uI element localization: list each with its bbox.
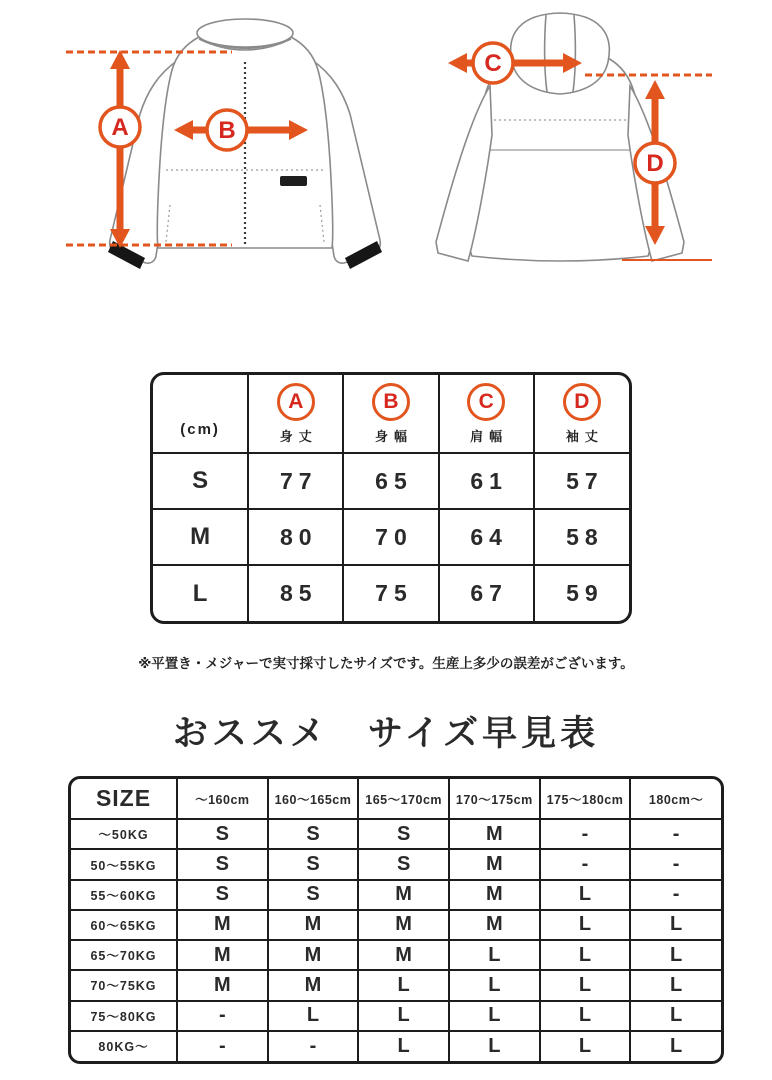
recommended-size: L <box>358 1031 449 1061</box>
weight-label: 50～55KG <box>71 849 177 879</box>
recommended-size: M <box>449 819 540 849</box>
size-label: S <box>153 453 248 509</box>
recommend-table-title: おススメ サイズ早見表 <box>172 714 600 753</box>
weight-label: ～50KG <box>71 819 177 849</box>
recommended-size: M <box>449 849 540 879</box>
recommended-size: L <box>449 1001 540 1031</box>
front-pocket-label <box>280 176 307 186</box>
measurement-value: 59 <box>534 565 629 621</box>
column-header-b <box>343 375 438 453</box>
size-label: L <box>153 565 248 621</box>
weight-label: 70～75KG <box>71 970 177 1000</box>
a-label: A <box>111 114 129 141</box>
weight-row <box>71 849 721 879</box>
d-circle-badge: D <box>563 383 601 421</box>
measurement-table-container <box>150 372 632 624</box>
recommended-size: S <box>268 880 359 910</box>
recommended-size: L <box>540 1001 631 1031</box>
table-row-size-l <box>153 565 629 621</box>
measurement-disclaimer-note: ※平置き・メジャーで実寸採寸したサイズです。生産上多少の誤差がございます。 <box>138 656 634 671</box>
weight-row <box>71 970 721 1000</box>
recommended-size: L <box>358 970 449 1000</box>
recommendation-table-header-row <box>71 779 721 819</box>
measurement-table-header-row <box>153 375 629 453</box>
recommended-size: M <box>449 880 540 910</box>
d-arrowhead-up <box>645 80 665 99</box>
recommendation-table-container <box>68 776 724 1064</box>
recommended-size: L <box>358 1001 449 1031</box>
height-column-header: 165～170cm <box>358 779 449 819</box>
weight-label: 60～65KG <box>71 910 177 940</box>
recommended-size: L <box>449 970 540 1000</box>
recommended-size: M <box>177 970 268 1000</box>
recommended-size: M <box>268 940 359 970</box>
measurement-value: 85 <box>248 565 343 621</box>
recommendation-table <box>71 779 721 1061</box>
column-header-a-name: 身丈 <box>279 428 318 444</box>
measurement-value: 65 <box>343 453 438 509</box>
table-row-size-m <box>153 509 629 565</box>
recommended-size: M <box>358 880 449 910</box>
jacket-front-illustration <box>108 19 382 269</box>
recommended-size: L <box>630 970 721 1000</box>
recommended-size: M <box>358 940 449 970</box>
recommended-size: L <box>540 880 631 910</box>
recommended-size: L <box>540 970 631 1000</box>
weight-label: 65～70KG <box>71 940 177 970</box>
measurement-table <box>153 375 629 621</box>
column-header-d <box>534 375 629 453</box>
measurement-value: 80 <box>248 509 343 565</box>
front-hood-opening <box>197 19 293 47</box>
height-column-header: 160～165cm <box>268 779 359 819</box>
recommended-size: L <box>630 1001 721 1031</box>
recommended-size: M <box>268 970 359 1000</box>
recommended-size: L <box>540 940 631 970</box>
b-circle-badge: B <box>372 383 410 421</box>
recommended-size: L <box>630 1031 721 1061</box>
recommended-size: M <box>358 910 449 940</box>
weight-label: 75～80KG <box>71 1001 177 1031</box>
weight-row <box>71 880 721 910</box>
recommended-size: L <box>540 1031 631 1061</box>
recommended-size: S <box>177 880 268 910</box>
height-column-header: ～160cm <box>177 779 268 819</box>
measurement-value: 75 <box>343 565 438 621</box>
column-header-c <box>439 375 534 453</box>
b-label: B <box>218 117 236 144</box>
recommended-size: M <box>268 910 359 940</box>
recommended-size: - <box>630 819 721 849</box>
c-label: C <box>484 50 502 77</box>
column-header-a <box>248 375 343 453</box>
c-arrowhead-left <box>448 53 467 73</box>
height-column-header: 170～175cm <box>449 779 540 819</box>
recommended-size: L <box>449 940 540 970</box>
column-header-c-name: 肩幅 <box>470 428 509 444</box>
column-header-b-name: 身幅 <box>374 428 413 444</box>
recommended-size: S <box>358 849 449 879</box>
recommended-size: - <box>540 849 631 879</box>
weight-row <box>71 910 721 940</box>
recommended-size: S <box>268 849 359 879</box>
recommended-size: L <box>540 910 631 940</box>
recommended-size: M <box>449 910 540 940</box>
weight-row <box>71 940 721 970</box>
weight-label: 55～60KG <box>71 880 177 910</box>
recommended-size: L <box>630 940 721 970</box>
measurement-value: 57 <box>534 453 629 509</box>
measurement-value: 64 <box>439 509 534 565</box>
measurement-value: 70 <box>343 509 438 565</box>
recommended-size: L <box>449 1031 540 1061</box>
recommended-size: L <box>268 1001 359 1031</box>
weight-row <box>71 819 721 849</box>
recommended-size: M <box>177 940 268 970</box>
garment-measurement-diagram <box>0 0 772 350</box>
table-row-size-s <box>153 453 629 509</box>
size-corner-label: SIZE <box>71 779 177 819</box>
weight-row <box>71 1001 721 1031</box>
weight-row <box>71 1031 721 1061</box>
recommended-size: L <box>630 910 721 940</box>
measurement-value: 58 <box>534 509 629 565</box>
measurement-value: 67 <box>439 565 534 621</box>
weight-label: 80KG～ <box>71 1031 177 1061</box>
recommended-size: M <box>177 910 268 940</box>
recommended-size: - <box>268 1031 359 1061</box>
recommended-size: - <box>630 849 721 879</box>
size-label: M <box>153 509 248 565</box>
recommended-size: - <box>630 880 721 910</box>
a-circle-badge: A <box>277 383 315 421</box>
jacket-back-illustration <box>436 13 684 261</box>
measurement-value: 61 <box>439 453 534 509</box>
recommended-size: S <box>177 819 268 849</box>
d-label: D <box>646 150 664 177</box>
recommended-size: S <box>358 819 449 849</box>
unit-label: (cm) <box>153 375 248 453</box>
back-hood <box>511 13 610 94</box>
recommended-size: - <box>177 1031 268 1061</box>
measurement-value: 77 <box>248 453 343 509</box>
recommended-size: S <box>177 849 268 879</box>
height-column-header: 180cm～ <box>630 779 721 819</box>
recommended-size: - <box>540 819 631 849</box>
recommended-size: - <box>177 1001 268 1031</box>
height-column-header: 175～180cm <box>540 779 631 819</box>
recommended-size: S <box>268 819 359 849</box>
c-circle-badge: C <box>467 383 505 421</box>
column-header-d-name: 袖丈 <box>565 428 604 444</box>
